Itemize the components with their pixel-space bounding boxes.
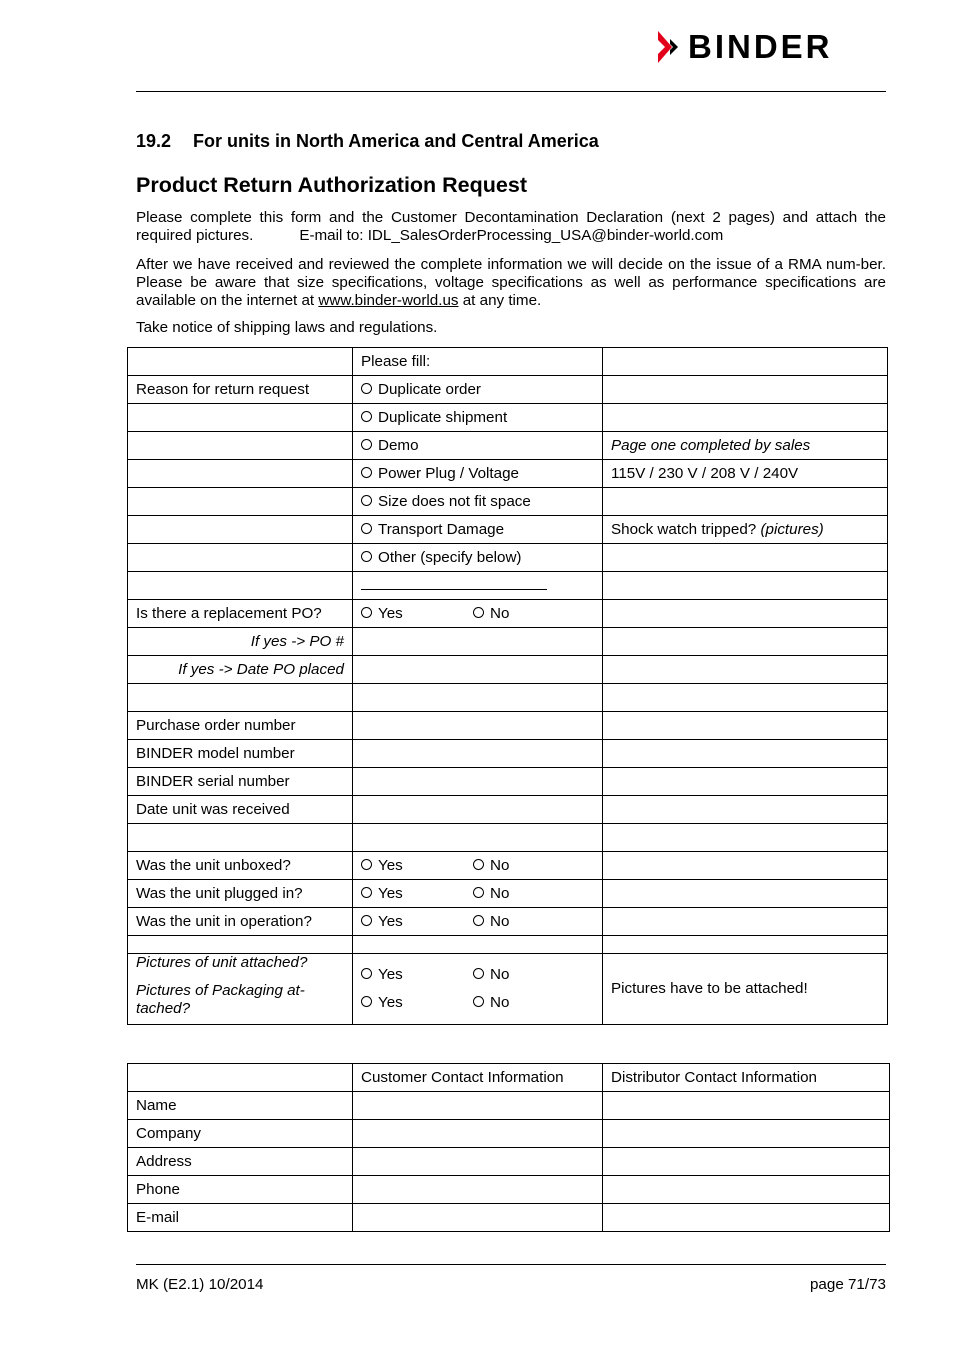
table-row xyxy=(128,572,888,600)
contact-phone-label: Phone xyxy=(128,1176,353,1204)
table-row xyxy=(128,880,888,908)
demo-note: Page one completed by sales xyxy=(603,432,888,460)
section-title: For units in North America and Central America xyxy=(193,131,599,151)
radio-circle-icon[interactable] xyxy=(361,859,372,870)
contact-company-label: Company xyxy=(128,1120,353,1148)
intro-p2-text-b: at any time. xyxy=(458,292,542,309)
section-number: 19.2 xyxy=(136,131,172,151)
contact-info-table xyxy=(127,1063,890,1232)
table-row xyxy=(128,740,888,768)
no-option[interactable]: No xyxy=(473,994,509,1012)
yes-option[interactable]: Yes xyxy=(361,994,473,1012)
table-row xyxy=(128,1120,890,1148)
no-option[interactable]: No xyxy=(473,857,509,875)
table-row xyxy=(128,1064,890,1092)
yes-option[interactable]: Yes xyxy=(361,966,473,984)
operation-options xyxy=(353,908,603,936)
please-fill-label: Please fill: xyxy=(353,348,603,376)
customer-company-field[interactable] xyxy=(353,1120,603,1148)
po-date-field[interactable] xyxy=(353,656,603,684)
reason-option-duplicate-shipment[interactable]: Duplicate shipment xyxy=(353,404,603,432)
radio-circle-icon[interactable] xyxy=(361,607,372,618)
intro-paragraph-2 xyxy=(136,256,886,310)
table-row xyxy=(128,432,888,460)
customer-contact-header: Customer Contact Information xyxy=(353,1064,603,1092)
intro-email: E-mail to: IDL_SalesOrderProcessing_USA@binder-world.com xyxy=(299,227,724,244)
radio-circle-icon[interactable] xyxy=(473,968,484,979)
page-number: page 71/73 xyxy=(809,1276,886,1293)
no-option[interactable]: No xyxy=(473,966,509,984)
radio-circle-icon[interactable] xyxy=(361,996,372,1007)
header-divider xyxy=(136,91,886,92)
page-title: Product Return Authorization Request xyxy=(136,173,527,197)
return-request-table xyxy=(127,347,888,1025)
radio-circle-icon[interactable] xyxy=(361,495,372,506)
distributor-phone-field[interactable] xyxy=(603,1176,890,1204)
table-row xyxy=(128,348,888,376)
date-received-field[interactable] xyxy=(353,796,603,824)
yes-option[interactable]: Yes xyxy=(361,885,473,903)
intro-paragraph-1 xyxy=(136,209,886,245)
footer-divider xyxy=(136,1264,886,1265)
binder-logo xyxy=(656,30,833,64)
reason-option-other[interactable]: Other (specify below) xyxy=(353,544,603,572)
radio-circle-icon[interactable] xyxy=(473,887,484,898)
yes-option[interactable]: Yes xyxy=(361,857,473,875)
pictures-options xyxy=(353,954,603,1025)
table-row xyxy=(128,936,888,954)
intro-paragraph-3: Take notice of shipping laws and regulations. xyxy=(136,319,438,336)
distributor-address-field[interactable] xyxy=(603,1148,890,1176)
reason-option-duplicate-order[interactable]: Duplicate order xyxy=(353,376,603,404)
distributor-name-field[interactable] xyxy=(603,1092,890,1120)
po-number-label: If yes -> PO # xyxy=(128,628,353,656)
table-row xyxy=(128,768,888,796)
reason-option-transport-damage[interactable]: Transport Damage xyxy=(353,516,603,544)
table-row xyxy=(128,376,888,404)
intro-p1-text: Please complete this form and the Customer Decontamination Declaration (next 2 pages) and attach the required pictures. xyxy=(136,209,886,244)
yes-option[interactable]: Yes xyxy=(361,605,473,623)
contact-name-label: Name xyxy=(128,1092,353,1120)
table-row xyxy=(128,460,888,488)
plugged-options xyxy=(353,880,603,908)
radio-circle-icon[interactable] xyxy=(473,996,484,1007)
radio-circle-icon[interactable] xyxy=(361,383,372,394)
table-row xyxy=(128,404,888,432)
serial-number-field[interactable] xyxy=(353,768,603,796)
pictures-note: Pictures have to be attached! xyxy=(603,954,888,1025)
reason-option-power-plug[interactable]: Power Plug / Voltage xyxy=(353,460,603,488)
radio-circle-icon[interactable] xyxy=(361,411,372,422)
contact-email-label: E-mail xyxy=(128,1204,353,1232)
table-row xyxy=(128,852,888,880)
pictures-unit-label: Pictures of unit attached? xyxy=(136,954,308,971)
replacement-po-options xyxy=(353,600,603,628)
pictures-packaging-label: Pictures of Packaging at-tached? xyxy=(136,982,305,1017)
customer-address-field[interactable] xyxy=(353,1148,603,1176)
no-option[interactable]: No xyxy=(473,605,509,623)
blank-line[interactable] xyxy=(361,577,547,590)
distributor-company-field[interactable] xyxy=(603,1120,890,1148)
unboxed-label: Was the unit unboxed? xyxy=(128,852,353,880)
customer-phone-field[interactable] xyxy=(353,1176,603,1204)
date-received-label: Date unit was received xyxy=(128,796,353,824)
plugged-label: Was the unit plugged in? xyxy=(128,880,353,908)
no-option[interactable]: No xyxy=(473,913,509,931)
radio-circle-icon[interactable] xyxy=(361,551,372,562)
po-date-label: If yes -> Date PO placed xyxy=(128,656,353,684)
document-version: MK (E2.1) 10/2014 xyxy=(136,1276,264,1293)
table-row xyxy=(128,824,888,852)
table-row xyxy=(128,1204,890,1232)
distributor-email-field[interactable] xyxy=(603,1204,890,1232)
purchase-order-field[interactable] xyxy=(353,712,603,740)
pictures-labels xyxy=(128,954,353,1025)
operation-label: Was the unit in operation? xyxy=(128,908,353,936)
binder-logo-icon xyxy=(656,30,686,64)
radio-circle-icon[interactable] xyxy=(473,859,484,870)
table-row xyxy=(128,712,888,740)
table-row xyxy=(128,488,888,516)
replacement-po-label: Is there a replacement PO? xyxy=(128,600,353,628)
table-row xyxy=(128,544,888,572)
table-row xyxy=(128,908,888,936)
table-row xyxy=(128,516,888,544)
table-row xyxy=(128,1092,890,1120)
radio-circle-icon[interactable] xyxy=(361,439,372,450)
customer-name-field[interactable] xyxy=(353,1092,603,1120)
radio-circle-icon[interactable] xyxy=(361,523,372,534)
distributor-contact-header: Distributor Contact Information xyxy=(603,1064,890,1092)
table-row xyxy=(128,684,888,712)
unboxed-options xyxy=(353,852,603,880)
yes-option[interactable]: Yes xyxy=(361,913,473,931)
other-reason-field[interactable] xyxy=(353,572,603,600)
voltage-note: 115V / 230 V / 208 V / 240V xyxy=(603,460,888,488)
table-row xyxy=(128,1148,890,1176)
table-row xyxy=(128,656,888,684)
website-link[interactable]: www.binder-world.us xyxy=(318,292,459,309)
damage-note: Shock watch tripped? (pictures) xyxy=(603,516,888,544)
table-row xyxy=(128,600,888,628)
reason-label: Reason for return request xyxy=(128,376,353,404)
no-option[interactable]: No xyxy=(473,885,509,903)
logo-text: BINDER xyxy=(688,28,833,65)
table-row xyxy=(128,796,888,824)
radio-circle-icon[interactable] xyxy=(361,915,372,926)
purchase-order-label: Purchase order number xyxy=(128,712,353,740)
table-row xyxy=(128,1176,890,1204)
contact-address-label: Address xyxy=(128,1148,353,1176)
serial-number-label: BINDER serial number xyxy=(128,768,353,796)
model-number-field[interactable] xyxy=(353,740,603,768)
intro-p2-text-a: After we have received and reviewed the complete information we will decide on the issue of a RMA num-ber. Please be aware that size specifications, voltage specifications as well as performance specifications are available on the internet at xyxy=(136,256,886,309)
customer-email-field[interactable] xyxy=(353,1204,603,1232)
radio-circle-icon[interactable] xyxy=(361,968,372,979)
po-number-field[interactable] xyxy=(353,628,603,656)
reason-option-demo[interactable]: Demo xyxy=(353,432,603,460)
section-heading xyxy=(136,131,599,152)
radio-circle-icon[interactable] xyxy=(473,915,484,926)
radio-circle-icon[interactable] xyxy=(361,887,372,898)
radio-circle-icon[interactable] xyxy=(473,607,484,618)
model-number-label: BINDER model number xyxy=(128,740,353,768)
table-row xyxy=(128,954,888,1025)
radio-circle-icon[interactable] xyxy=(361,467,372,478)
table-row xyxy=(128,628,888,656)
reason-option-size[interactable]: Size does not fit space xyxy=(353,488,603,516)
